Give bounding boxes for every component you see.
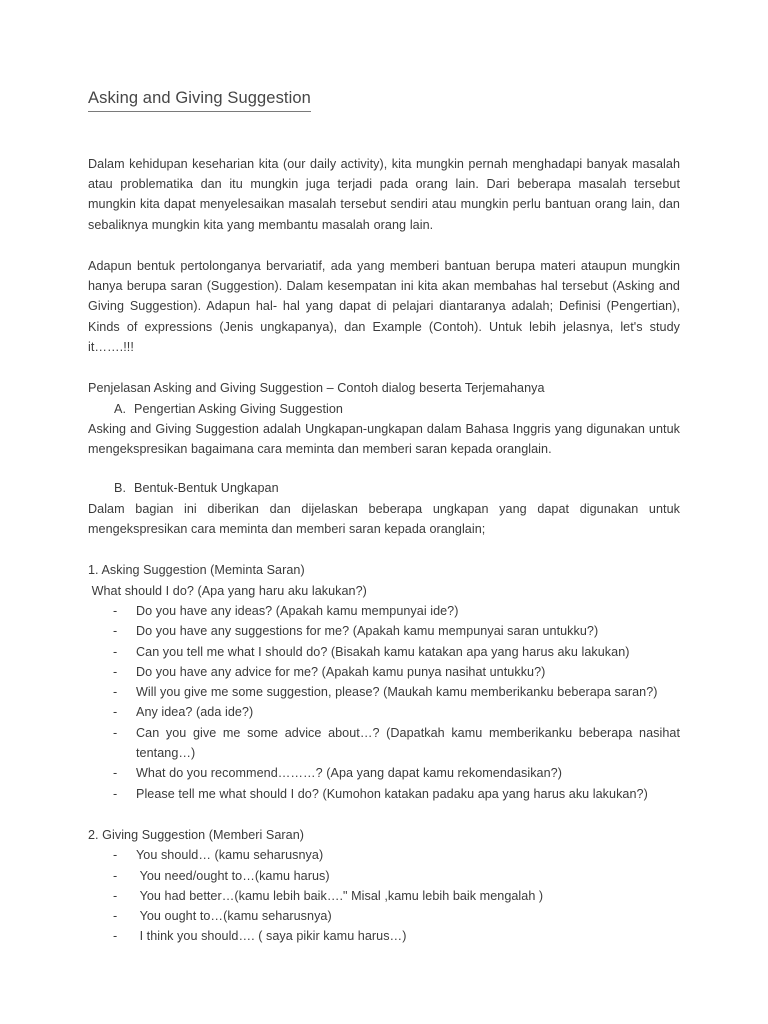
dash-bullet-icon: -: [113, 685, 118, 700]
list-item: [88, 866, 680, 886]
list-item: [88, 621, 680, 641]
list-item-text: Please tell me what should I do? (Kumohon katakan padaku apa yang harus aku lakukan?): [136, 786, 648, 801]
page-title-wrapper: [88, 88, 680, 134]
section-b-heading: [88, 478, 680, 498]
section-b-marker: B.: [114, 481, 126, 496]
list-item: [88, 845, 680, 865]
numbered-heading-1: 1. Asking Suggestion (Meminta Saran): [88, 563, 305, 578]
giving-suggestion-list: [88, 845, 680, 946]
list-item: [88, 682, 680, 702]
dash-bullet-icon: -: [113, 664, 118, 679]
list-item: [88, 784, 680, 804]
section-a-marker: A.: [114, 401, 126, 416]
list-item-text: Will you give me some suggestion, please? (Maukah kamu memberikanku beberapa saran?): [136, 685, 658, 700]
list-item-text: Can you tell me what I should do? (Bisakah kamu katakan apa yang harus aku lakukan): [136, 644, 630, 659]
list-item-text: Can you give me some advice about…? (Dapatkah kamu memberikanku beberapa nasihat tentang…): [136, 725, 680, 761]
list-item: [88, 642, 680, 662]
dash-bullet-icon: -: [113, 786, 118, 801]
spacer-after-section-a: [88, 459, 680, 478]
dash-bullet-icon: -: [113, 705, 118, 720]
list-item: [88, 601, 680, 621]
list-item-text: I think you should…. ( saya pikir kamu harus…): [136, 929, 407, 944]
list-item-text: Do you have any advice for me? (Apakah kamu punya nasihat untukku?): [136, 664, 546, 679]
intro-paragraph-2: Adapun bentuk pertolonganya bervariatif, ada yang memberi bantuan berupa materi ataupun mungkin hanya berupa saran (Suggestion). Dalam kesempatan ini kita akan membahas hal tersebut (Asking and Giving Suggestion). Adapun hal- hal yang dapat di pelajari diantaranya adalah; Definisi (Pengertian), Kinds of expressions (Jenis ungkapanya), dan Example (Contoh). Untuk lebih jelasnya, let's study it…….!!!: [88, 258, 680, 354]
list-item: [88, 723, 680, 764]
list-item-text: You should… (kamu seharusnya): [136, 848, 324, 863]
intro-paragraph-1: Dalam kehidupan keseharian kita (our daily activity), kita mungkin pernah menghadapi banyak masalah atau problematika dan itu mungkin juga terjadi pada orang lain. Dari beberapa masalah tersebut mungkin kita dapat menyelesaikan masalah tersebut sendiri atau mungkin perlu bantuan orang lain, dan sebaliknya mungkin kita yang membantu masalah orang lain.: [88, 156, 680, 232]
list-item-text: You had better…(kamu lebih baik…." Misal ,kamu lebih baik mengalah ): [136, 888, 544, 903]
list-item: [88, 702, 680, 722]
list-item-text: What do you recommend………? (Apa yang dapat kamu rekomendasikan?): [136, 766, 562, 781]
dash-bullet-icon: -: [113, 868, 118, 883]
numbered-heading-2: 2. Giving Suggestion (Memberi Saran): [88, 827, 304, 842]
list-item: [88, 886, 680, 906]
list-item: [88, 662, 680, 682]
numbered-lead-1: What should I do? (Apa yang haru aku lakukan?): [88, 583, 367, 598]
section-a-body: Asking and Giving Suggestion adalah Ungkapan-ungkapan dalam Bahasa Inggris yang digunakan untuk mengekspresikan bagaimana cara meminta dan memberi saran kepada oranglain.: [88, 421, 680, 457]
dash-bullet-icon: -: [113, 644, 118, 659]
penjelasan-line: Penjelasan Asking and Giving Suggestion – Contoh dialog beserta Terjemahanya: [88, 381, 545, 396]
section-a-heading-text: Pengertian Asking Giving Suggestion: [134, 401, 343, 416]
list-item: [88, 906, 680, 926]
dash-bullet-icon: -: [113, 725, 118, 740]
spacer-before-list-2: [88, 804, 680, 825]
dash-bullet-icon: -: [113, 848, 118, 863]
dash-bullet-icon: -: [113, 624, 118, 639]
dash-bullet-icon: -: [113, 603, 118, 618]
dash-bullet-icon: -: [113, 888, 118, 903]
dash-bullet-icon: -: [113, 909, 118, 924]
list-item-text: You ought to…(kamu seharusnya): [136, 909, 332, 924]
list-item: [88, 763, 680, 783]
list-item-text: You need/ought to…(kamu harus): [136, 868, 330, 883]
section-b-heading-text: Bentuk-Bentuk Ungkapan: [134, 481, 279, 496]
spacer-before-list-1: [88, 539, 680, 560]
page-title: Asking and Giving Suggestion: [88, 88, 311, 112]
section-b-body: Dalam bagian ini diberikan dan dijelaskan beberapa ungkapan yang dapat digunakan untuk mengekspresikan cara meminta dan memberi saran kepada oranglain;: [88, 501, 680, 537]
list-item-text: Do you have any suggestions for me? (Apakah kamu mempunyai saran untukku?): [136, 624, 599, 639]
dash-bullet-icon: -: [113, 766, 118, 781]
asking-suggestion-list: [88, 601, 680, 804]
dash-bullet-icon: -: [113, 929, 118, 944]
document-content: [88, 88, 680, 947]
list-item-text: Do you have any ideas? (Apakah kamu mempunyai ide?): [136, 603, 459, 618]
list-item-text: Any idea? (ada ide?): [136, 705, 254, 720]
section-a-heading: [88, 399, 680, 419]
list-item: [88, 926, 680, 946]
